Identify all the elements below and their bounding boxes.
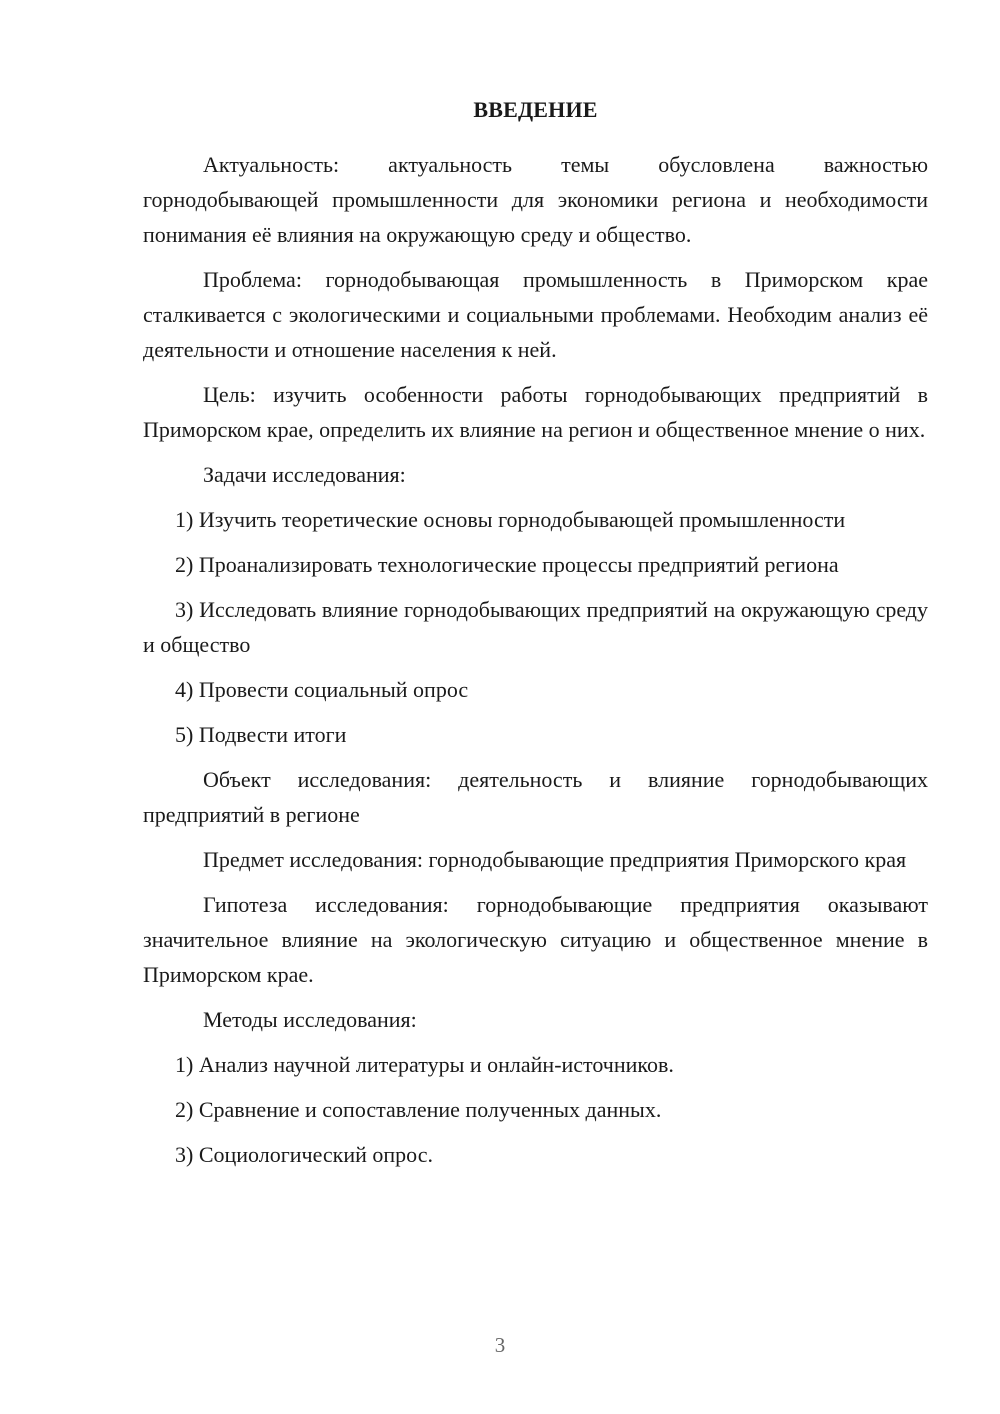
task-item: 4) Провести социальный опрос <box>175 677 469 702</box>
methods-list <box>143 1047 928 1172</box>
hypothesis-paragraph: Гипотеза исследования: горнодобывающие предприятия оказывают значительное влияние на экологическую ситуацию и общественное мнение в Приморском крае. <box>143 892 928 987</box>
task-item: 2) Проанализировать технологические процессы предприятий региона <box>175 552 839 577</box>
method-item: 3) Социологический опрос. <box>175 1142 433 1167</box>
object-paragraph: Объект исследования: деятельность и влияние горнодобывающих предприятий в регионе <box>143 767 928 827</box>
task-item: 3) Исследовать влияние горнодобывающих предприятий на окружающую среду и общество <box>143 597 928 657</box>
page-number: 3 <box>494 1333 506 1357</box>
method-item: 1) Анализ научной литературы и онлайн-источников. <box>175 1052 674 1077</box>
task-item: 5) Подвести итоги <box>175 722 347 747</box>
tasks-heading: Задачи исследования: <box>203 462 406 487</box>
methods-heading: Методы исследования: <box>203 1007 417 1032</box>
problem-paragraph: Проблема: горнодобывающая промышленность в Приморском крае сталкивается с экологическими и социальными проблемами. Необходим анализ её деятельности и отношение населения к ней. <box>143 267 928 362</box>
document-page <box>143 92 928 1182</box>
method-item: 2) Сравнение и сопоставление полученных данных. <box>175 1097 662 1122</box>
relevance-paragraph: Актуальность: актуальность темы обусловлена важностью горнодобывающей промышленности для экономики региона и необходимости понимания её влияния на окружающую среду и общество. <box>143 152 928 247</box>
task-item: 1) Изучить теоретические основы горнодобывающей промышленности <box>175 507 846 532</box>
tasks-list <box>143 502 928 752</box>
goal-paragraph: Цель: изучить особенности работы горнодобывающих предприятий в Приморском крае, определить их влияние на регион и общественное мнение о них. <box>143 382 928 442</box>
subject-paragraph: Предмет исследования: горнодобывающие предприятия Приморского края <box>203 847 907 872</box>
page-title: ВВЕДЕНИЕ <box>473 97 598 122</box>
